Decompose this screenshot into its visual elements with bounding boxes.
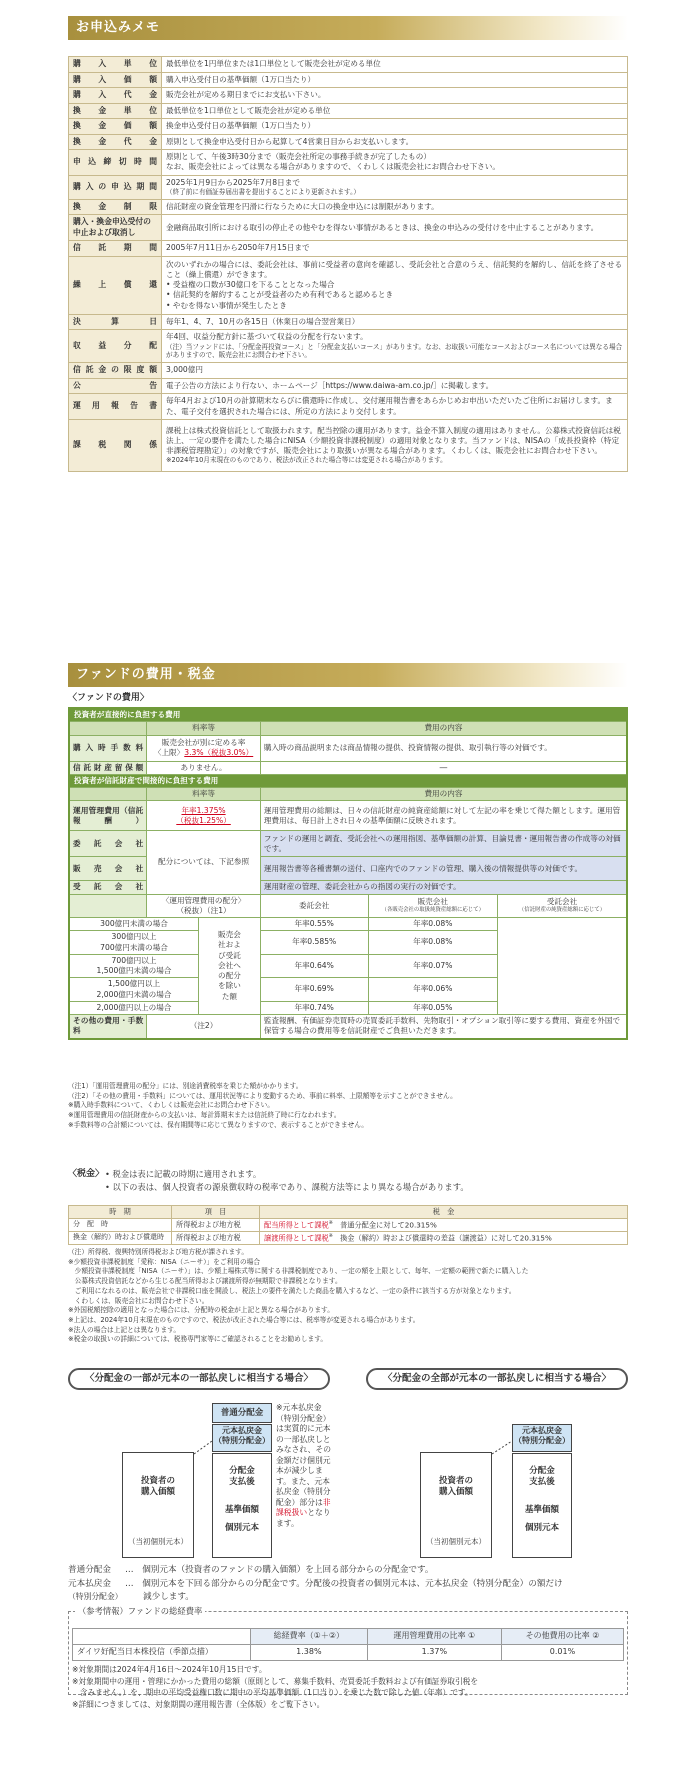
memo-section-title: お申込みメモ	[68, 16, 628, 40]
left-dashed-line	[194, 1440, 214, 1456]
fees-section-title: ファンドの費用・税金	[68, 663, 628, 687]
tax-bullets: • 税金は表に記載の時期に適用されます。 • 以下の表は、個人投資者の源泉徴収時の税率であり、課税方法等により異なる場合があります。	[105, 1169, 469, 1192]
note-line: ※税金の取扱いの詳細については、税務専門家等にご確認されることをお勧めします。	[68, 1335, 328, 1344]
left-cost-principal: （当初個別元本）	[128, 1537, 188, 1546]
tax-col-time: 時 期	[69, 1206, 172, 1219]
alloc-range: 300億円未満の場合	[69, 918, 198, 931]
def-normal-label: 普通分配金	[68, 1565, 111, 1575]
memo-row-value: 最低単位を1口単位として販売会社が定める単位	[162, 103, 628, 119]
alloc-row	[69, 954, 627, 978]
note-line: 含みません。）を、期中の平均受益権口数に期中の平均基準価額（1口当り）を乗じた数で除した値（年率）です。	[72, 1688, 473, 1698]
memo-row-value: 3,000億円	[162, 363, 628, 379]
other-fee-rate: （注2）	[147, 1015, 261, 1039]
trustee-label: 受託会社	[69, 881, 147, 894]
memo-row	[69, 57, 628, 73]
def-refund-text: … 個別元本を下回る部分からの分配金です。分配後の投資者の個別元本は、元本払戻金（特別分配金）の額だけ 減少します。	[125, 1579, 563, 1602]
memo-row	[69, 215, 628, 241]
memo-row-label: 信託期間	[69, 241, 162, 257]
memo-row-label: 決算日	[69, 314, 162, 330]
diagram-left-title: 〈分配金の一部が元本の一部払戻しに相当する場合〉	[68, 1368, 330, 1390]
memo-row-label: 運用報告書	[69, 394, 162, 420]
memo-row-label: 購入代金	[69, 88, 162, 104]
tax-item: 所得税および地方税	[172, 1218, 260, 1231]
memo-row	[69, 314, 628, 330]
ref-mgmt-value: 1.37%	[367, 1644, 501, 1660]
alloc-range: 700億円以上 1,500億円未満の場合	[69, 954, 198, 978]
note-line: ※対象期間は2024年4月16日～2024年10月15日です。	[72, 1665, 267, 1674]
tax-row	[69, 1231, 628, 1244]
fees-notes	[68, 1082, 628, 1131]
memo-row-label: 公告	[69, 378, 162, 394]
memo-row-value: 換金申込受付日の基準価額（1万口当たり）	[162, 119, 628, 135]
tax-time: 分 配 時	[69, 1218, 172, 1231]
left-footnote: ※元本払戻金（特別分配金）は実質的に元本の一部払戻しとみなされ、その金額だけ個別元本が減少します。また、元本払戻金（特別分配金）部分は非課税扱いとなります。	[276, 1403, 332, 1528]
memo-row-value: 最低単位を1円単位または1口単位として販売会社が定める単位	[162, 57, 628, 73]
note-line: くわしくは、販売会社にお問合わせ下さい。	[68, 1296, 209, 1305]
seller-label: 販売会社	[69, 857, 147, 881]
purchase-fee-label: 購入時手数料	[69, 735, 147, 761]
alloc-trustee-rate: 年率0.08%	[368, 918, 498, 931]
col-rate-2: 料率等	[147, 788, 261, 801]
alloc-seller-rate: 年率0.74%	[260, 1001, 368, 1014]
memo-row-label: 申込締切時間	[69, 150, 162, 176]
indirect-cost-bar: 投資者が信託財産で間接的に負担する費用	[69, 774, 627, 787]
left-refund-div: 元本払戻金 （特別分配金）	[214, 1426, 270, 1446]
memo-row-label: 信託金の限度額	[69, 363, 162, 379]
retention-rate: ありません。	[147, 761, 261, 774]
memo-row-value: 年4回、収益分配方針に基づいて収益の分配を行ないます。 （注）当ファンドには、「分配金再投資コース」と「分配金支払いコース」があります。なお、お取扱い可能なコースおよびコース名については異なる場合がありますので、販売会社にお問合わせ下さい。	[162, 330, 628, 363]
memo-row	[69, 330, 628, 363]
reference-table	[72, 1628, 624, 1661]
memo-row-value: 電子公告の方法により行ない、ホームページ［https://www.daiwa-am.co.jp/］に掲載します。	[162, 378, 628, 394]
tax-notes	[68, 1248, 628, 1345]
left-normal-div: 普通分配金	[220, 1408, 264, 1418]
memo-row-value: 購入申込受付日の基準価額（1万口当たり）	[162, 72, 628, 88]
note-line: ※運用管理費用の信託財産からの支払いは、毎計算期末または信託終了時に行なわれます。	[68, 1111, 341, 1120]
memo-row-value: 毎年4月および10月の計算期末ならびに償還時に作成し、交付運用報告書をあらかじめお申出いただいたご住所にお届けします。また、電子交付を選択された場合には、所定の方法により交付します。	[162, 394, 628, 420]
ref-total-value: 1.38%	[251, 1644, 368, 1660]
note-line: ※対象期間中の運用・管理にかかった費用の総額（原則として、募集手数料、売買委託手数料および有価証券取引税を	[72, 1676, 479, 1686]
direct-cost-bar: 投資者が直接的に負担する費用	[69, 708, 627, 722]
reference-title: （参考情報）ファンドの総経費率	[75, 1606, 205, 1617]
memo-row-value: 毎年1、4、7、10月の各15日（休業日の場合翌営業日）	[162, 314, 628, 330]
memo-row	[69, 256, 628, 314]
trust-company-label: 委託会社	[69, 831, 147, 857]
tax-time: 換金（解約）時および償還時	[69, 1231, 172, 1244]
tax-amount: 譲渡所得として課税※ 換金（解約）時および償還時の差益（譲渡益）に対して20.315%	[260, 1231, 628, 1244]
seller-content: 運用報告書等各種書類の送付、口座内でのファンドの管理、購入後の情報提供等の対価です。	[260, 857, 627, 881]
alloc-head: 〈運用管理費用の配分〉 （税抜）（注1）	[147, 894, 261, 918]
note-line: ※外国税額控除の適用となった場合には、分配時の税金が上記と異なる場合があります。	[68, 1306, 334, 1315]
right-cost-principal: （当初個別元本）	[426, 1537, 486, 1546]
trustee-content: 運用財産の管理、委託会社からの指図の実行の対価です。	[260, 881, 627, 894]
note-line: 少額投資非課税制度「NISA（ニーサ）」は、少額上場株式等に関する非課税制度であり、一定の額を上限として、毎年、一定額の範囲で新たに購入した	[68, 1267, 529, 1276]
ref-col-mgmt: 運用管理費用の比率 ①	[367, 1629, 501, 1645]
memo-row-label: 購入単位	[69, 57, 162, 73]
alloc-note: 配分については、下記参照	[147, 831, 261, 894]
memo-row	[69, 134, 628, 150]
note-line: ※少額投資非課税制度「愛称：NISA（ニーサ）」をご利用の場合	[68, 1257, 261, 1266]
alloc-col-seller: 販売会社 （各販売会社の取扱純資産総額に応じて）	[368, 894, 498, 918]
left-after-div: 分配金 支払後	[229, 1466, 255, 1488]
other-fee-content: 監査報酬、有価証券売買時の売買委託手数料、先物取引・オプション取引等に要する費用、資産を外国で保管する場合の費用等を信託財産でご負担いただきます。	[260, 1015, 627, 1039]
alloc-range: 1,500億円以上 2,000億円未満の場合	[69, 978, 198, 1002]
left-investor-price: 投資者の 購入価額	[140, 1476, 175, 1498]
note-line: ご利用になれるのは、販売会社で非課税口座を開設し、税法上の要件を満たした商品を購入するなど、一定の条件に該当する方が対象となります。	[68, 1286, 516, 1295]
alloc-row	[69, 978, 627, 1002]
purchase-fee-content: 購入時の商品説明または商品情報の提供、投資情報の提供、取引執行等の対価です。	[260, 735, 627, 761]
alloc-trust-text: 販売会社および受託会社への配分を除いた額	[198, 918, 260, 1015]
memo-row-label: 購入・換金申込受付の中止および取消し	[69, 215, 162, 241]
memo-row-label: 換金代金	[69, 134, 162, 150]
memo-row-value: 2025年1月9日から2025年7月8日まで （終了前に有価証券届出書を提出することにより更新されます。）	[162, 175, 628, 199]
right-after-div: 分配金 支払後	[529, 1466, 555, 1488]
reference-notes	[72, 1664, 627, 1710]
right-investor-price: 投資者の 購入価額	[438, 1476, 473, 1498]
def-normal-text: … 個別元本（投資者のファンドの購入価額）を上回る部分からの分配金です。	[125, 1565, 434, 1575]
retention-content: ―	[260, 761, 627, 774]
right-dashed-line	[492, 1440, 514, 1456]
other-fee-label: その他の費用・手数料	[69, 1015, 147, 1039]
note-line: ※手数料等の合計額については、保有期間等に応じて異なりますので、表示することができません。	[68, 1120, 368, 1129]
alloc-col-trustee: 受託会社 （信託財産の純資産総額に応じて）	[498, 894, 627, 918]
alloc-row	[69, 931, 627, 955]
alloc-seller-rate: 年率0.55%	[260, 918, 368, 931]
note-line: ※法人の場合は上記とは異なります。	[68, 1325, 181, 1334]
col-content-2: 費用の内容	[260, 788, 627, 801]
alloc-range: 2,000億円以上の場合	[69, 1001, 198, 1014]
mgmt-fee-content: 運用管理費用の総額は、日々の信託財産の純資産総額に対して左記の率を乗じて得た額とします。運用管理費用は、毎日計上され日々の基準価額に反映されます。	[260, 801, 627, 831]
tax-amount: 配当所得として課税※ 普通分配金に対して20.315%	[260, 1218, 628, 1231]
memo-row	[69, 88, 628, 104]
memo-row-label: 購入価額	[69, 72, 162, 88]
memo-row-label: 収益分配	[69, 330, 162, 363]
alloc-trustee-rate: 年率0.07%	[368, 954, 498, 978]
diagram-right-title: 〈分配金の全部が元本の一部払戻しに相当する場合〉	[366, 1368, 628, 1390]
alloc-row	[69, 1001, 627, 1014]
alloc-col-trust: 委託会社	[260, 894, 368, 918]
memo-row	[69, 103, 628, 119]
ref-other-value: 0.01%	[502, 1644, 624, 1660]
col-content: 費用の内容	[260, 722, 627, 735]
ref-col-total: 総経費率（①＋②）	[251, 1629, 368, 1645]
memo-row	[69, 394, 628, 420]
note-line: （注2）「その他の費用・手数料」については、運用状況等により変動するため、事前に料率、上限額等を示すことができません。	[68, 1091, 457, 1100]
fees-table	[68, 707, 628, 1040]
memo-row-label: 換金制限	[69, 199, 162, 215]
alloc-seller-rate: 年率0.64%	[260, 954, 368, 978]
memo-row	[69, 72, 628, 88]
note-line: ※詳細につきましては、対象期間の運用報告書（全体版）をご覧下さい。	[72, 1699, 325, 1709]
memo-row-value: 販売会社が定める期日までにお支払い下さい。	[162, 88, 628, 104]
note-line: ※購入時手数料について、くわしくは販売会社にお問合わせ下さい。	[68, 1101, 274, 1110]
alloc-range: 300億円以上 700億円未満の場合	[69, 931, 198, 955]
memo-row-value: 金融商品取引所における取引の停止その他やむを得ない事情があるときは、換金の申込みの受付けを中止することがあります。	[162, 215, 628, 241]
alloc-row	[69, 918, 627, 931]
memo-row-value: 課税上は株式投資信託として取扱われます。配当控除の適用があります。益金不算入制度の適用はありません。公募株式投資信託は税法上、一定の要件を満たした場合にNISA（少額投資非課税制度）の適用対象となります。当ファンドは、NISAの「成長投資枠（特定非課税管理勘定）」の対象ですが、販売会社により取扱いが異なる場合があります。くわしくは、販売会社にお問合わせ下さい。 ※2024年10月末現在のものであり、税法が改正された場合等には変更される場合があります。	[162, 419, 628, 471]
right-base-price: 基準価額	[524, 1505, 559, 1515]
memo-row	[69, 119, 628, 135]
ref-col-other: その他費用の比率 ②	[502, 1629, 624, 1645]
right-indiv-principal: 個別元本	[524, 1523, 559, 1533]
memo-row	[69, 241, 628, 257]
tax-col-item: 項 目	[172, 1206, 260, 1219]
fees-subtitle: 〈ファンドの費用〉	[68, 693, 149, 703]
memo-row	[69, 419, 628, 471]
mgmt-fee-label: 運用管理費用（信託報酬）	[69, 801, 147, 831]
col-rate: 料率等	[147, 722, 261, 735]
tax-label: 〈税金〉	[68, 1169, 105, 1179]
tax-col-tax: 税 金	[260, 1206, 628, 1219]
def-refund-label: 元本払戻金 （特別分配金）	[68, 1579, 123, 1601]
memo-row-label: 換金価額	[69, 119, 162, 135]
alloc-trustee-rate: 年率0.05%	[368, 1001, 498, 1014]
memo-row-value: 原則として、午後3時30分まで（販売会社所定の事務手続きが完了したもの） なお、販売会社によっては異なる場合がありますので、くわしくは販売会社にお問合わせ下さい。	[162, 150, 628, 176]
memo-row-value: 原則として換金申込受付日から起算して4営業日目からお支払いします。	[162, 134, 628, 150]
note-line: （注1）「運用管理費用の配分」には、別途消費税率を乗じた額がかかります。	[68, 1082, 303, 1090]
alloc-seller-rate: 年率0.585%	[260, 931, 368, 955]
left-indiv-principal: 個別元本	[224, 1523, 259, 1533]
left-base-price: 基準価額	[224, 1505, 259, 1515]
memo-row	[69, 199, 628, 215]
memo-row-value: 2005年7月11日から2050年7月15日まで	[162, 241, 628, 257]
memo-table	[68, 56, 628, 472]
memo-row-label: 換金単位	[69, 103, 162, 119]
alloc-trustee-rate: 年率0.08%	[368, 931, 498, 955]
alloc-trustee-rate: 年率0.06%	[368, 978, 498, 1002]
tax-item: 所得税および地方税	[172, 1231, 260, 1244]
memo-row	[69, 363, 628, 379]
memo-row-value: 信託財産の資金管理を円滑に行なうために大口の換金申込には制限があります。	[162, 199, 628, 215]
note-line: ※上記は、2024年10月末現在のものですので、税法が改正された場合等には、税率等が変更される場合があります。	[68, 1316, 420, 1325]
tax-row	[69, 1218, 628, 1231]
memo-row-label: 繰上償還	[69, 256, 162, 314]
alloc-seller-rate: 年率0.69%	[260, 978, 368, 1002]
memo-row-label: 購入の申込期間	[69, 175, 162, 199]
memo-row	[69, 378, 628, 394]
purchase-fee-rate: 販売会社が別に定める率 〈上限〉3.3%（税抜3.0%）	[147, 735, 261, 761]
memo-row	[69, 150, 628, 176]
trust-company-content: ファンドの運用と調査、受託会社への運用指図、基準価額の計算、目論見書・運用報告書の作成等の対価です。	[260, 831, 627, 857]
memo-row-value: 次のいずれかの場合には、委託会社は、事前に受益者の意向を確認し、受託会社と合意のうえ、信託契約を解約し、信託を終了させること（繰上償還）ができます。 • 受益権の口数が30億口を下ることとなった場合 • 信託契約を解約することが受益者のため有利であると認めるとき • やむを得ない事情が発生したとき	[162, 256, 628, 314]
tax-table	[68, 1205, 628, 1245]
retention-label: 信託財産留保額	[69, 761, 147, 774]
ref-fund-name: ダイワ好配当日本株投信（季節点描）	[73, 1644, 251, 1660]
note-line: 公募株式投資信託などから生じる配当所得および譲渡所得が無期限で非課税となります。	[68, 1277, 342, 1286]
memo-row	[69, 175, 628, 199]
right-refund-div: 元本払戻金 （特別分配金）	[514, 1426, 570, 1446]
mgmt-fee-rate: 年率1.375% （税抜1.25%）	[147, 801, 261, 831]
memo-row-label: 課税関係	[69, 419, 162, 471]
note-line: （注）所得税、復興特別所得税および地方税が課されます。	[68, 1248, 249, 1256]
